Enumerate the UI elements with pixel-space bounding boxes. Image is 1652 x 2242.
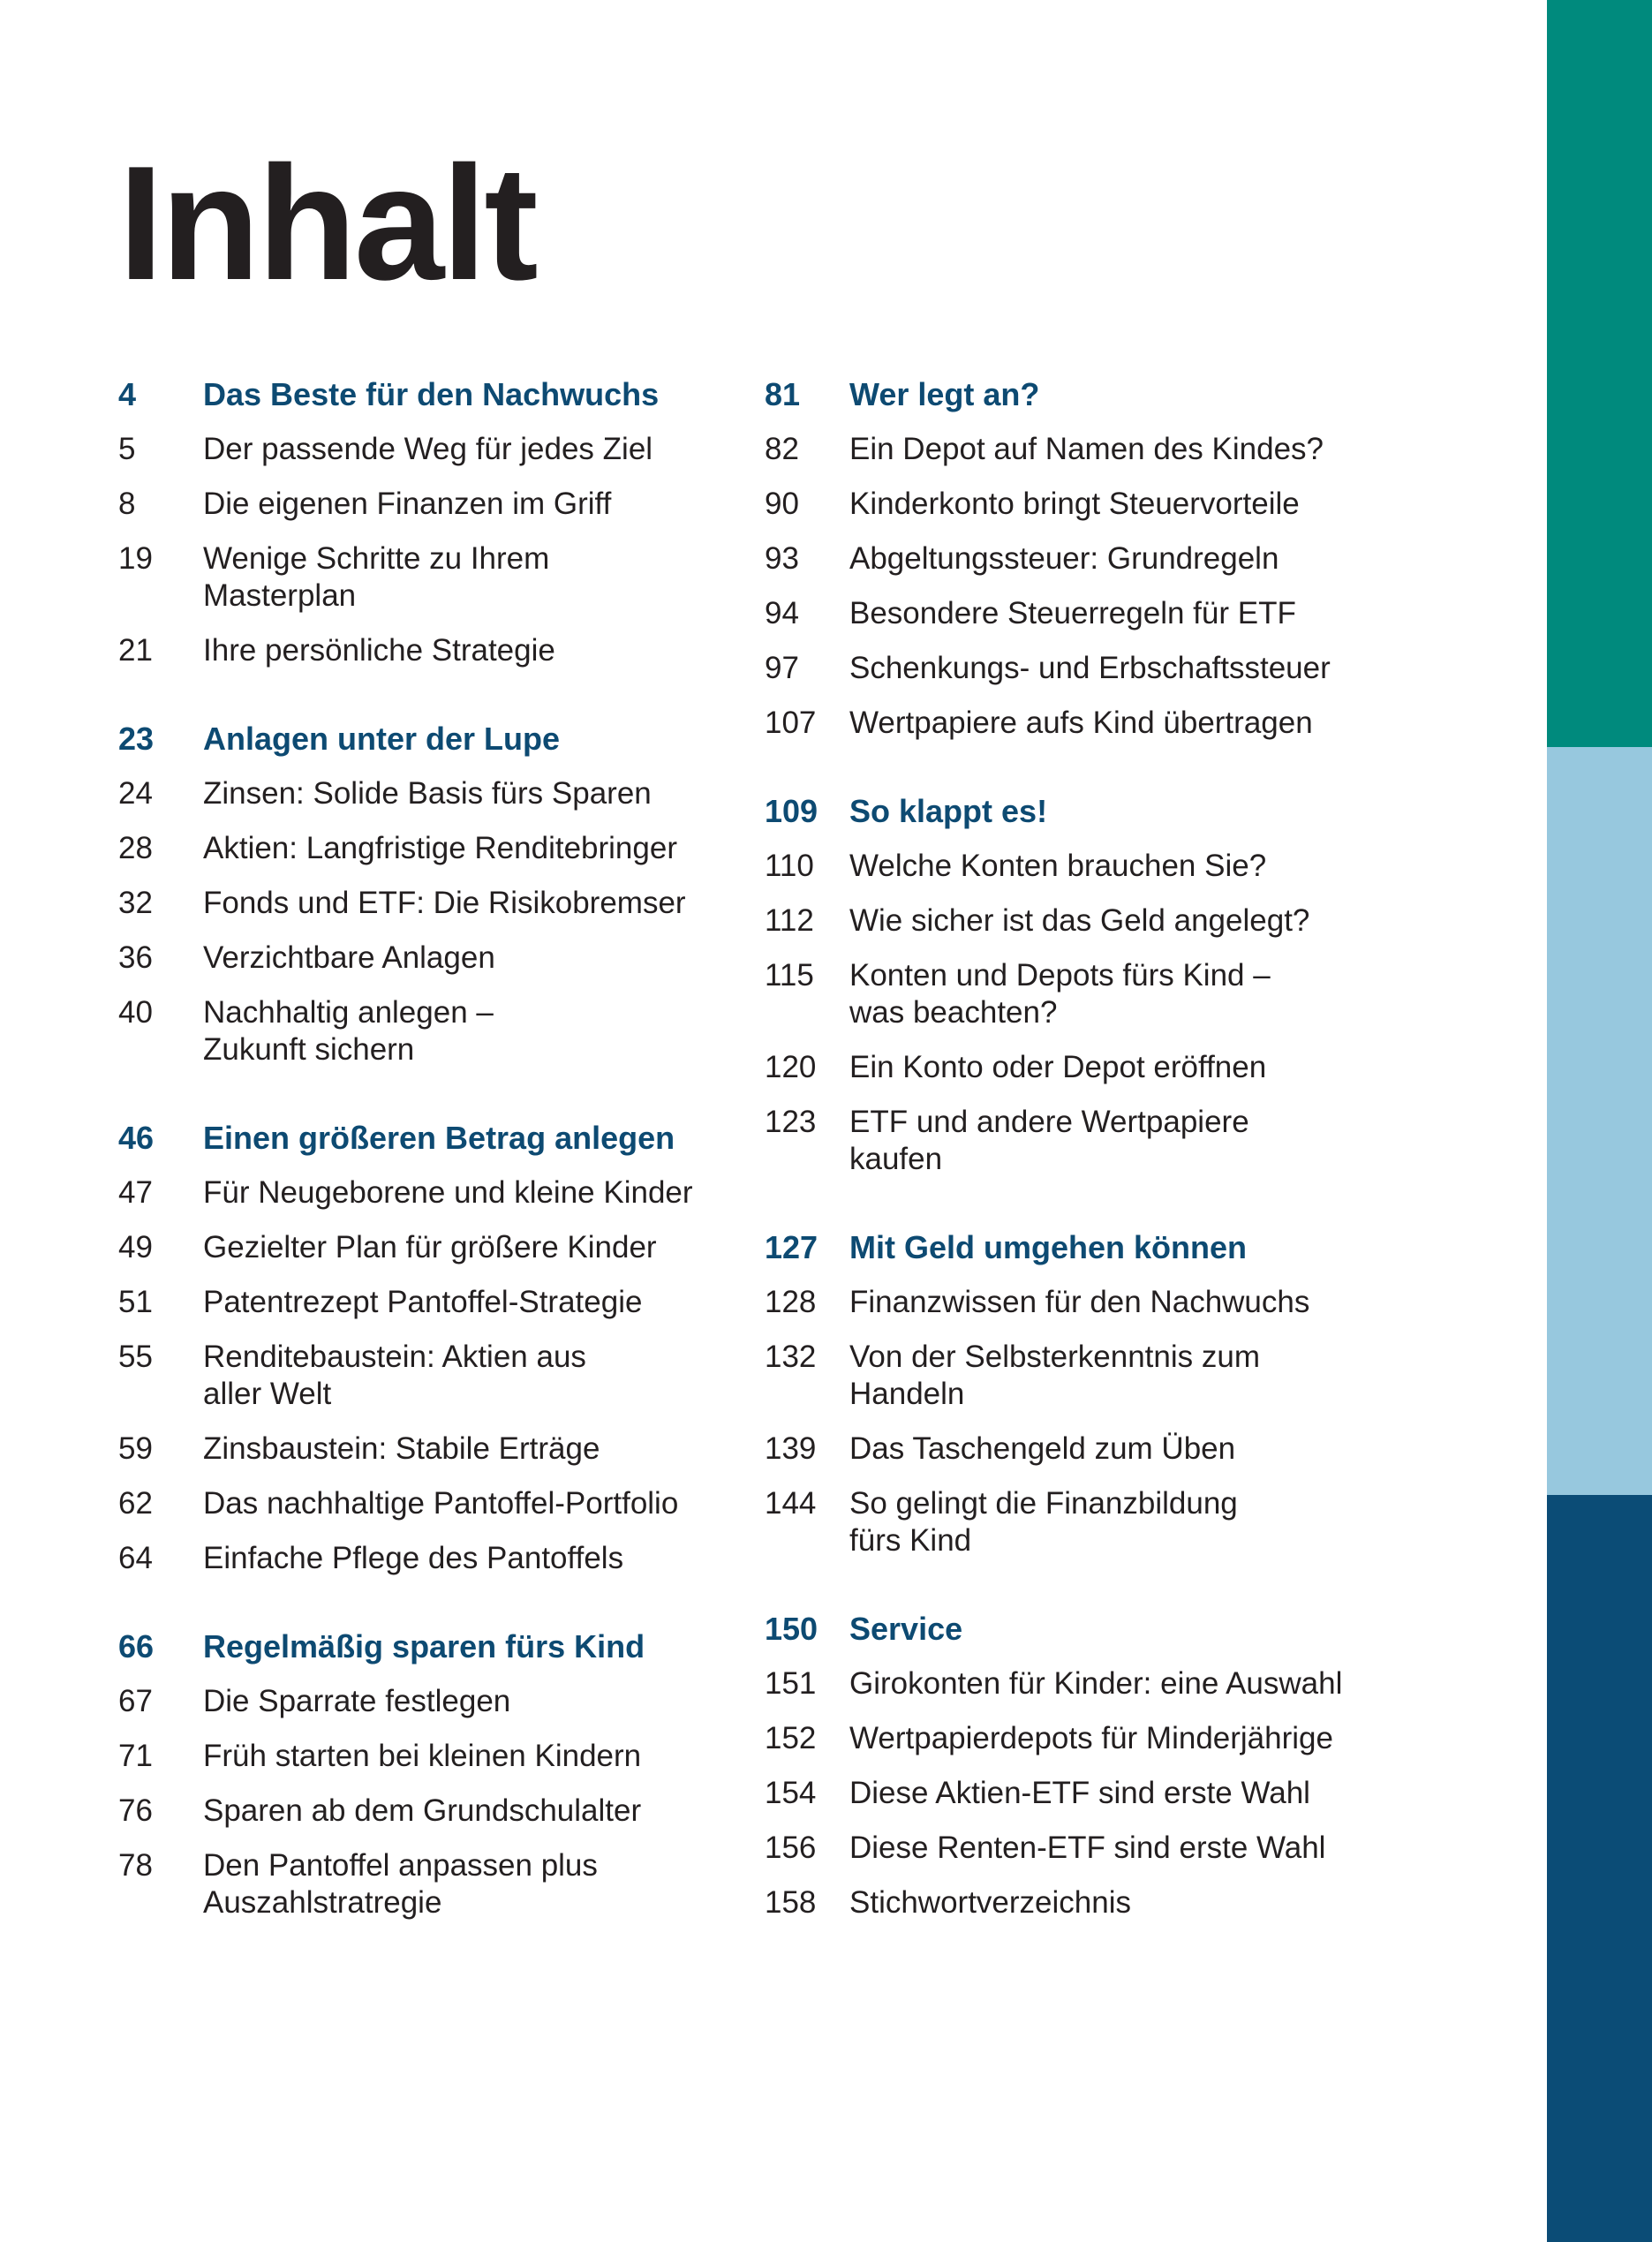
chapter-title: Einen größeren Betrag anlegen [203, 1120, 675, 1156]
toc-entry[interactable] [765, 902, 1400, 940]
entry-title: Ihre persönliche Strategie [203, 633, 555, 668]
entry-title: Konten und Depots fürs Kind – was beachten? [849, 958, 1271, 1030]
toc-section [118, 376, 754, 669]
entry-title: Diese Aktien-ETF sind erste Wahl [849, 1776, 1310, 1810]
entry-title: Stichwortverzeichnis [849, 1885, 1131, 1920]
toc-entry[interactable] [118, 885, 754, 922]
entry-title: Wenige Schritte zu Ihrem Masterplan [203, 541, 550, 613]
toc-entry[interactable] [118, 1738, 754, 1775]
chapter-page-number: 81 [765, 376, 801, 412]
chapter-page-number: 150 [765, 1611, 818, 1647]
entry-title: Das nachhaltige Pantoffel-Portfolio [203, 1486, 679, 1521]
toc-entry[interactable] [765, 431, 1400, 468]
entry-page-number: 5 [118, 432, 136, 466]
toc-entry[interactable] [765, 1049, 1400, 1086]
chapter-title: Regelmäßig sparen fürs Kind [203, 1628, 645, 1665]
entry-title: Die Sparrate festlegen [203, 1684, 511, 1718]
toc-entry[interactable] [765, 1284, 1400, 1321]
toc-entry[interactable] [118, 940, 754, 977]
toc-entry[interactable] [118, 1229, 754, 1266]
toc-chapter-heading[interactable] [118, 721, 754, 758]
toc-entry[interactable] [118, 994, 754, 1068]
entry-title: Besondere Steuerregeln für ETF [849, 596, 1296, 630]
toc-section [118, 1120, 754, 1577]
color-tab-sidebar [1547, 0, 1652, 2242]
toc-entry[interactable] [765, 1884, 1400, 1921]
entry-title: Welche Konten brauchen Sie? [849, 849, 1267, 883]
entry-page-number: 40 [118, 995, 153, 1030]
entry-title: Sparen ab dem Grundschulalter [203, 1793, 642, 1828]
entry-page-number: 110 [765, 849, 814, 883]
entry-title: ETF und andere Wertpapiere kaufen [849, 1105, 1249, 1176]
entry-page-number: 32 [118, 886, 153, 920]
entry-page-number: 28 [118, 831, 153, 865]
entry-title: Zinsbaustein: Stabile Erträge [203, 1431, 600, 1466]
toc-entry[interactable] [118, 1847, 754, 1921]
entry-page-number: 94 [765, 596, 799, 630]
entry-page-number: 139 [765, 1431, 817, 1466]
toc-entry[interactable] [118, 1683, 754, 1720]
entry-title: Abgeltungssteuer: Grundregeln [849, 541, 1279, 576]
chapter-title: Anlagen unter der Lupe [203, 721, 561, 757]
entry-page-number: 144 [765, 1486, 817, 1521]
entry-page-number: 152 [765, 1721, 817, 1755]
entry-title: Die eigenen Finanzen im Griff [203, 487, 612, 521]
toc-entry[interactable] [118, 1431, 754, 1468]
entry-page-number: 76 [118, 1793, 153, 1828]
chapter-title: Das Beste für den Nachwuchs [203, 376, 660, 412]
entry-title: Patentrezept Pantoffel-Strategie [203, 1285, 643, 1319]
toc-entry[interactable] [765, 1665, 1400, 1702]
entry-page-number: 51 [118, 1285, 153, 1319]
toc-entry[interactable] [118, 775, 754, 812]
toc-entry[interactable] [118, 431, 754, 468]
entry-page-number: 19 [118, 541, 153, 576]
entry-page-number: 151 [765, 1666, 817, 1701]
entry-page-number: 62 [118, 1486, 153, 1521]
toc-entry[interactable] [118, 1339, 754, 1413]
entry-title: Der passende Weg für jedes Ziel [203, 432, 653, 466]
entry-page-number: 64 [118, 1541, 153, 1575]
entry-page-number: 93 [765, 541, 799, 576]
entry-title: Kinderkonto bringt Steuervorteile [849, 487, 1300, 521]
entry-page-number: 55 [118, 1340, 153, 1374]
entry-title: Fonds und ETF: Die Risikobremser [203, 886, 686, 920]
entry-title: Ein Konto oder Depot eröffnen [849, 1050, 1267, 1084]
entry-page-number: 107 [765, 706, 817, 740]
entry-page-number: 90 [765, 487, 799, 521]
entry-page-number: 128 [765, 1285, 817, 1319]
entry-page-number: 8 [118, 487, 136, 521]
entry-page-number: 120 [765, 1050, 817, 1084]
toc-entry[interactable] [765, 1720, 1400, 1757]
toc-entry[interactable] [765, 1830, 1400, 1867]
entry-title: Diese Renten-ETF sind erste Wahl [849, 1831, 1326, 1865]
toc-entry[interactable] [765, 848, 1400, 885]
entry-title: Den Pantoffel anpassen plus Auszahlstratregie [203, 1848, 598, 1920]
toc-entry[interactable] [118, 632, 754, 669]
toc-chapter-heading[interactable] [118, 1628, 754, 1665]
toc-entry[interactable] [118, 486, 754, 523]
toc-chapter-heading[interactable] [765, 376, 1400, 413]
entry-title: Für Neugeborene und kleine Kinder [203, 1175, 693, 1210]
entry-title: Gezielter Plan für größere Kinder [203, 1230, 657, 1264]
toc-section [118, 721, 754, 1068]
entry-page-number: 123 [765, 1105, 817, 1139]
chapter-page-number: 4 [118, 376, 137, 412]
chapter-title: Wer legt an? [849, 376, 1040, 412]
entry-title: Wie sicher ist das Geld angelegt? [849, 903, 1310, 938]
entry-title: Das Taschengeld zum Üben [849, 1431, 1236, 1466]
toc-entry[interactable] [118, 1284, 754, 1321]
toc-entry[interactable] [765, 705, 1400, 742]
entry-title: Einfache Pflege des Pantoffels [203, 1541, 624, 1575]
entry-page-number: 112 [765, 903, 814, 938]
color-band-bottom [1547, 1495, 1652, 2242]
entry-page-number: 71 [118, 1739, 153, 1773]
chapter-page-number: 46 [118, 1120, 155, 1156]
color-band-top [1547, 0, 1652, 747]
color-band-middle [1547, 747, 1652, 1495]
entry-page-number: 78 [118, 1848, 153, 1883]
toc-entry[interactable] [765, 486, 1400, 523]
toc-chapter-heading[interactable] [118, 1120, 754, 1157]
toc-entry[interactable] [765, 1775, 1400, 1812]
entry-title: Von der Selbsterkenntnis zum Handeln [849, 1340, 1260, 1411]
toc-chapter-heading[interactable] [765, 1229, 1400, 1266]
toc-entry[interactable] [118, 1174, 754, 1212]
toc-entry[interactable] [118, 540, 754, 615]
entry-title: So gelingt die Finanzbildung fürs Kind [849, 1486, 1238, 1558]
chapter-title: Service [849, 1611, 963, 1647]
entry-page-number: 47 [118, 1175, 153, 1210]
toc-column-right [765, 376, 1400, 1973]
toc-entry[interactable] [765, 650, 1400, 687]
entry-page-number: 154 [765, 1776, 817, 1810]
toc-chapter-heading[interactable] [765, 793, 1400, 830]
entry-title: Finanzwissen für den Nachwuchs [849, 1285, 1310, 1319]
toc-column-left [118, 376, 754, 1973]
entry-page-number: 21 [118, 633, 153, 668]
toc-chapter-heading[interactable] [765, 1611, 1400, 1648]
toc-section [118, 1628, 754, 1921]
toc-entry[interactable] [118, 1485, 754, 1522]
toc-entry[interactable] [765, 957, 1400, 1031]
toc-section [765, 793, 1400, 1178]
entry-title: Nachhaltig anlegen – Zukunft sichern [203, 995, 494, 1067]
toc-entry[interactable] [765, 595, 1400, 632]
entry-page-number: 156 [765, 1831, 817, 1865]
chapter-page-number: 66 [118, 1628, 155, 1665]
entry-title: Wertpapierdepots für Minderjährige [849, 1721, 1333, 1755]
entry-title: Girokonten für Kinder: eine Auswahl [849, 1666, 1343, 1701]
toc-entry[interactable] [765, 1339, 1400, 1413]
entry-page-number: 67 [118, 1684, 153, 1718]
entry-title: Zinsen: Solide Basis fürs Sparen [203, 776, 652, 811]
toc-section [765, 1229, 1400, 1559]
entry-page-number: 97 [765, 651, 799, 685]
entry-page-number: 132 [765, 1340, 817, 1374]
entry-page-number: 115 [765, 958, 814, 993]
entry-title: Verzichtbare Anlagen [203, 940, 495, 975]
entry-page-number: 82 [765, 432, 799, 466]
entry-title: Schenkungs- und Erbschaftssteuer [849, 651, 1331, 685]
chapter-title: Mit Geld umgehen können [849, 1229, 1248, 1265]
toc-entry[interactable] [118, 1793, 754, 1830]
toc-entry[interactable] [118, 830, 754, 867]
chapter-title: So klappt es! [849, 793, 1048, 829]
entry-page-number: 24 [118, 776, 153, 811]
entry-page-number: 158 [765, 1885, 817, 1920]
chapter-page-number: 127 [765, 1229, 818, 1265]
toc-section [765, 376, 1400, 742]
toc-chapter-heading[interactable] [118, 376, 754, 413]
toc-entry[interactable] [765, 1104, 1400, 1178]
toc-entry[interactable] [765, 540, 1400, 577]
toc-entry[interactable] [118, 1540, 754, 1577]
toc-entry[interactable] [765, 1485, 1400, 1559]
entry-title: Aktien: Langfristige Renditebringer [203, 831, 677, 865]
entry-title: Ein Depot auf Namen des Kindes? [849, 432, 1324, 466]
chapter-page-number: 109 [765, 793, 818, 829]
entry-page-number: 36 [118, 940, 153, 975]
entry-page-number: 49 [118, 1230, 153, 1264]
toc-entry[interactable] [765, 1431, 1400, 1468]
page-title: Inhalt [118, 132, 536, 313]
entry-title: Wertpapiere aufs Kind übertragen [849, 706, 1313, 740]
toc-section [765, 1611, 1400, 1921]
chapter-page-number: 23 [118, 721, 155, 757]
entry-page-number: 59 [118, 1431, 153, 1466]
entry-title: Früh starten bei kleinen Kindern [203, 1739, 642, 1773]
entry-title: Renditebaustein: Aktien aus aller Welt [203, 1340, 586, 1411]
